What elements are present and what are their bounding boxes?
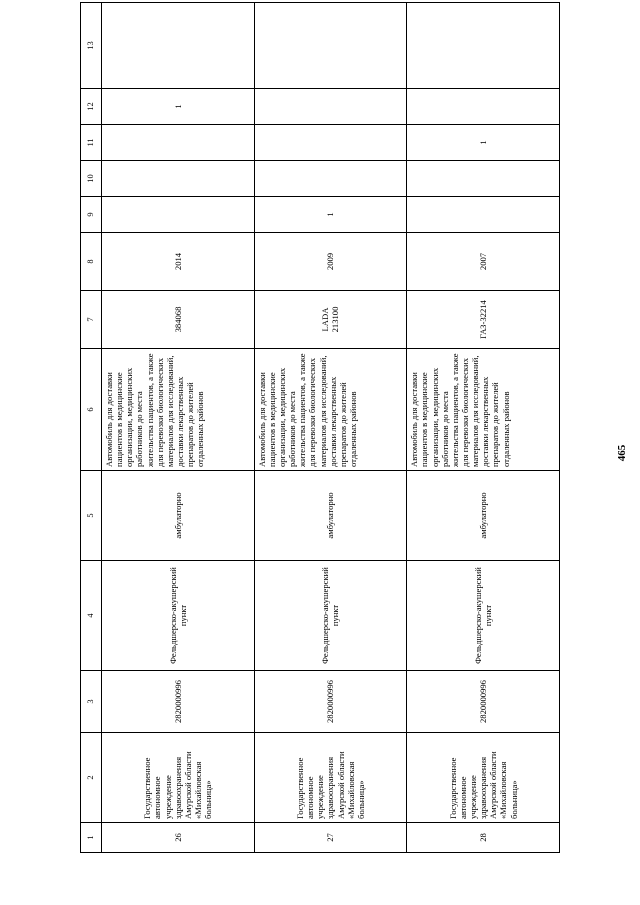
rotated-table-wrapper [80, 41, 560, 853]
col-header-4: 4 [81, 561, 102, 671]
header-row [81, 3, 102, 853]
cell-inn: 2820000996 [407, 671, 560, 733]
col-header-13: 13 [81, 3, 102, 89]
col-header-2: 2 [81, 733, 102, 823]
cell-num: 28 [407, 823, 560, 853]
cell-c9 [102, 197, 255, 233]
cell-purpose: Автомобиль для доставки пациентов в медицинские организации, медицинских работников до места жительства пациентов, а также для перевозки биологических материалов для исследований, доставки лекарственных препаратов до жителей отдаленных районов [102, 349, 255, 471]
cell-c10 [254, 161, 407, 197]
cell-org: Государственное автономное учреждение здравоохранения Амурской области «Михайловская больница» [254, 733, 407, 823]
table-row [407, 3, 560, 853]
cell-purpose: Автомобиль для доставки пациентов в медицинские организации, медицинских работников до места жительства пациентов, а также для перевозки биологических материалов для исследований, доставки лекарственных препаратов до жителей отдаленных районов [254, 349, 407, 471]
cell-c13 [407, 3, 560, 89]
col-header-8: 8 [81, 233, 102, 291]
page-number-text: 465 [616, 444, 628, 462]
cell-c12 [407, 89, 560, 125]
cell-c9 [407, 197, 560, 233]
table-row [254, 3, 407, 853]
cell-care: амбулаторно [254, 471, 407, 561]
cell-num: 26 [102, 823, 255, 853]
cell-c10 [102, 161, 255, 197]
col-header-11: 11 [81, 125, 102, 161]
cell-model: ГАЗ-32214 [407, 291, 560, 349]
cell-c11 [254, 125, 407, 161]
col-header-7: 7 [81, 291, 102, 349]
cell-purpose: Автомобиль для доставки пациентов в медицинские организации, медицинских работников до места жительства пациентов, а также для перевозки биологических материалов для исследований, доставки лекарственных препаратов до жителей отдаленных районов [407, 349, 560, 471]
cell-c10 [407, 161, 560, 197]
col-header-1: 1 [81, 823, 102, 853]
cell-care: амбулаторно [102, 471, 255, 561]
col-header-6: 6 [81, 349, 102, 471]
cell-year: 2014 [102, 233, 255, 291]
cell-c13 [102, 3, 255, 89]
cell-org: Государственное автономное учреждение здравоохранения Амурской области «Михайловская больница» [407, 733, 560, 823]
table-row [102, 3, 255, 853]
cell-year: 2009 [254, 233, 407, 291]
col-header-10: 10 [81, 161, 102, 197]
vehicles-table [80, 2, 560, 853]
cell-c11: 1 [407, 125, 560, 161]
cell-inn: 2820000996 [102, 671, 255, 733]
cell-org: Государственное автономное учреждение здравоохранения Амурской области «Михайловская больница» [102, 733, 255, 823]
cell-unit: Фельдшерско-акушерский пункт [254, 561, 407, 671]
cell-c12: 1 [102, 89, 255, 125]
cell-unit: Фельдшерско-акушерский пункт [102, 561, 255, 671]
col-header-3: 3 [81, 671, 102, 733]
cell-model: 384068 [102, 291, 255, 349]
cell-unit: Фельдшерско-акушерский пункт [407, 561, 560, 671]
col-header-5: 5 [81, 471, 102, 561]
cell-c9: 1 [254, 197, 407, 233]
cell-year: 2007 [407, 233, 560, 291]
cell-care: амбулаторно [407, 471, 560, 561]
cell-c13 [254, 3, 407, 89]
cell-num: 27 [254, 823, 407, 853]
cell-model: LADA 213100 [254, 291, 407, 349]
col-header-9: 9 [81, 197, 102, 233]
col-header-12: 12 [81, 89, 102, 125]
cell-c12 [254, 89, 407, 125]
cell-inn: 2820000996 [254, 671, 407, 733]
cell-c11 [102, 125, 255, 161]
